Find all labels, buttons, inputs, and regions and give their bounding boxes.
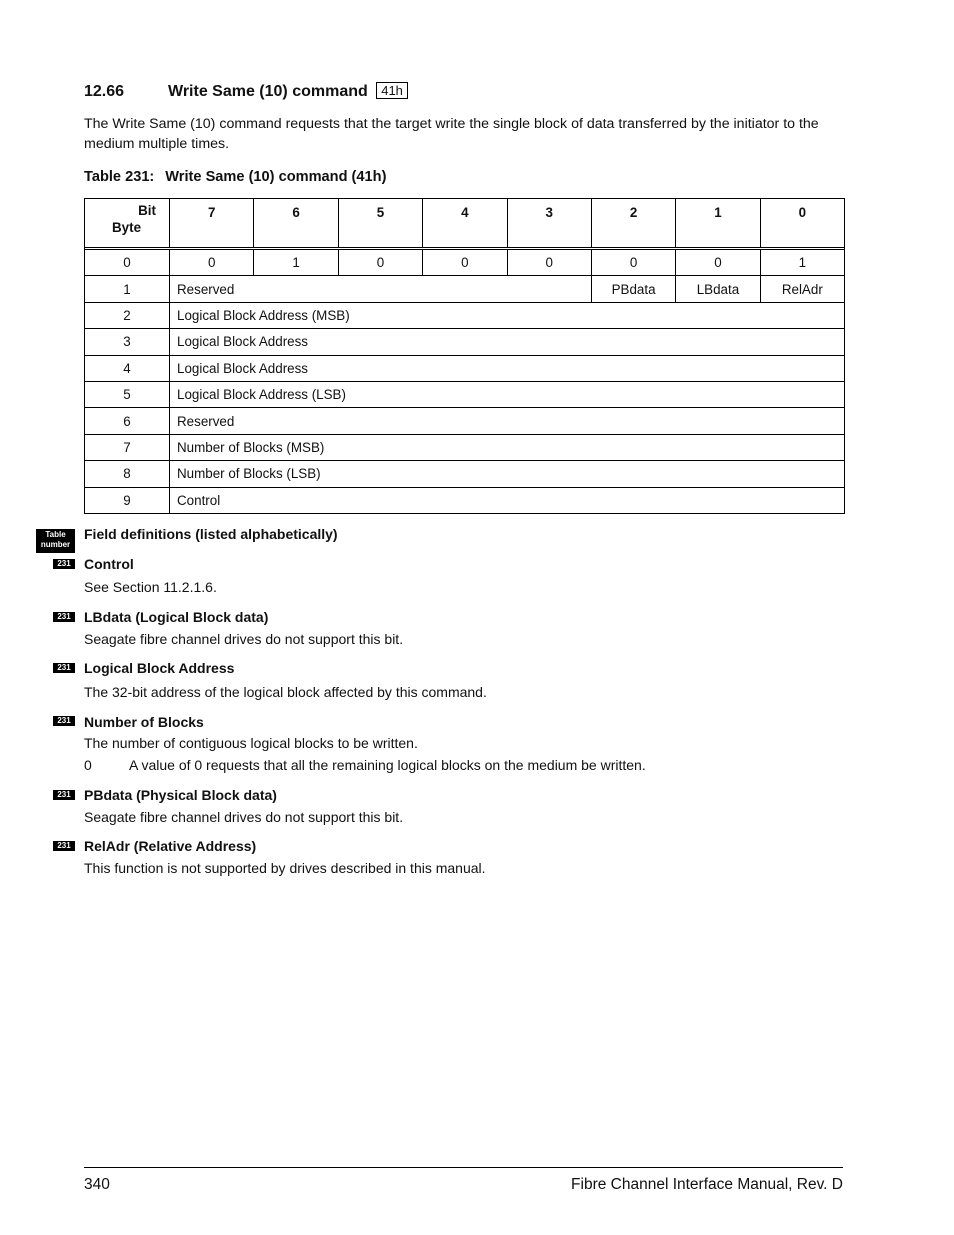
table-row bbox=[85, 250, 845, 276]
bit-header: 0 bbox=[760, 199, 844, 248]
bit-value: 1 bbox=[760, 250, 844, 276]
byte-number: 5 bbox=[85, 381, 170, 407]
field-name: Logical Block Address (LSB) bbox=[170, 381, 845, 407]
reserved-field: Reserved bbox=[170, 276, 592, 302]
definition-name: Number of Blocks bbox=[84, 714, 204, 730]
definition-value-row bbox=[84, 757, 646, 773]
table-row bbox=[85, 329, 845, 355]
table-ref-badge: 231 bbox=[53, 841, 75, 851]
field-name: Logical Block Address bbox=[170, 329, 845, 355]
value-code: 0 bbox=[84, 757, 92, 773]
byte-number: 9 bbox=[85, 487, 170, 513]
byte-label: Byte bbox=[112, 220, 142, 235]
bit-header: 6 bbox=[254, 199, 338, 248]
table-ref-badge: 231 bbox=[53, 716, 75, 726]
page-number: 340 bbox=[84, 1176, 110, 1193]
document-title: Fibre Channel Interface Manual, Rev. D bbox=[571, 1176, 843, 1193]
table-row bbox=[85, 381, 845, 407]
byte-number: 8 bbox=[85, 461, 170, 487]
table-caption-title: Write Same (10) command (41h) bbox=[165, 169, 387, 185]
bit-header: 4 bbox=[423, 199, 507, 248]
definition-name: Logical Block Address bbox=[84, 660, 235, 676]
pbdata-field: PBdata bbox=[591, 276, 675, 302]
definition-text: Seagate fibre channel drives do not support this bit. bbox=[84, 631, 404, 647]
byte-number: 2 bbox=[85, 302, 170, 328]
definition-name: PBdata (Physical Block data) bbox=[84, 787, 277, 803]
byte-number: 4 bbox=[85, 355, 170, 381]
section-title: Write Same (10) command bbox=[168, 83, 368, 100]
field-definitions-heading: Field definitions (listed alphabetically) bbox=[84, 526, 338, 542]
field-name: Reserved bbox=[170, 408, 845, 434]
table-row bbox=[85, 302, 845, 328]
definition-text: This function is not supported by drives described in this manual. bbox=[84, 860, 486, 876]
bit-value: 0 bbox=[507, 250, 591, 276]
bit-byte-corner bbox=[85, 199, 170, 248]
table-row bbox=[85, 276, 845, 302]
command-table bbox=[84, 198, 845, 514]
bit-value: 0 bbox=[338, 250, 422, 276]
section-heading bbox=[84, 83, 408, 101]
definition-text: Seagate fibre channel drives do not support this bit. bbox=[84, 809, 404, 825]
field-name: Number of Blocks (LSB) bbox=[170, 461, 845, 487]
definition-name: Control bbox=[84, 556, 134, 572]
bit-value: 1 bbox=[254, 250, 338, 276]
definition-name: RelAdr (Relative Address) bbox=[84, 838, 257, 854]
definition-text: See Section 11.2.1.6. bbox=[84, 579, 217, 595]
bit-header: 3 bbox=[507, 199, 591, 248]
table-caption bbox=[84, 169, 386, 185]
byte-number: 3 bbox=[85, 329, 170, 355]
lbdata-field: LBdata bbox=[676, 276, 760, 302]
footer-rule bbox=[84, 1167, 843, 1168]
table-row bbox=[85, 434, 845, 460]
bit-value: 0 bbox=[423, 250, 507, 276]
opcode-box: 41h bbox=[376, 82, 408, 99]
value-description: A value of 0 requests that all the remaining logical blocks on the medium be written. bbox=[129, 757, 646, 773]
field-name: Number of Blocks (MSB) bbox=[170, 434, 845, 460]
table-ref-badge: 231 bbox=[53, 559, 75, 569]
table-caption-number: Table 231: bbox=[84, 169, 155, 185]
table-header-row bbox=[85, 199, 845, 248]
reladr-field: RelAdr bbox=[760, 276, 844, 302]
byte-number: 6 bbox=[85, 408, 170, 434]
definition-text: The 32-bit address of the logical block affected by this command. bbox=[84, 684, 487, 700]
bit-value: 0 bbox=[591, 250, 675, 276]
byte-number: 0 bbox=[85, 250, 170, 276]
field-name: Logical Block Address (MSB) bbox=[170, 302, 845, 328]
byte-number: 7 bbox=[85, 434, 170, 460]
field-name: Logical Block Address bbox=[170, 355, 845, 381]
table-row bbox=[85, 408, 845, 434]
table-ref-badge: 231 bbox=[53, 790, 75, 800]
intro-paragraph: The Write Same (10) command requests that the target write the single block of data transferred by the initiator to the medium multiple times. bbox=[84, 116, 819, 152]
table-ref-badge: 231 bbox=[53, 663, 75, 673]
bit-header: 2 bbox=[591, 199, 675, 248]
bit-value: 0 bbox=[170, 250, 254, 276]
bit-label: Bit bbox=[138, 203, 156, 218]
table-row bbox=[85, 487, 845, 513]
bit-header: 1 bbox=[676, 199, 760, 248]
section-number: 12.66 bbox=[84, 83, 125, 100]
definition-text: The number of contiguous logical blocks to be written. bbox=[84, 735, 418, 751]
bit-header: 5 bbox=[338, 199, 422, 248]
field-name: Control bbox=[170, 487, 845, 513]
bit-value: 0 bbox=[676, 250, 760, 276]
table-ref-badge: 231 bbox=[53, 612, 75, 622]
bit-header: 7 bbox=[170, 199, 254, 248]
byte-number: 1 bbox=[85, 276, 170, 302]
table-row bbox=[85, 355, 845, 381]
table-row bbox=[85, 461, 845, 487]
definition-name: LBdata (Logical Block data) bbox=[84, 609, 269, 625]
table-number-badge: Table number bbox=[36, 529, 75, 553]
